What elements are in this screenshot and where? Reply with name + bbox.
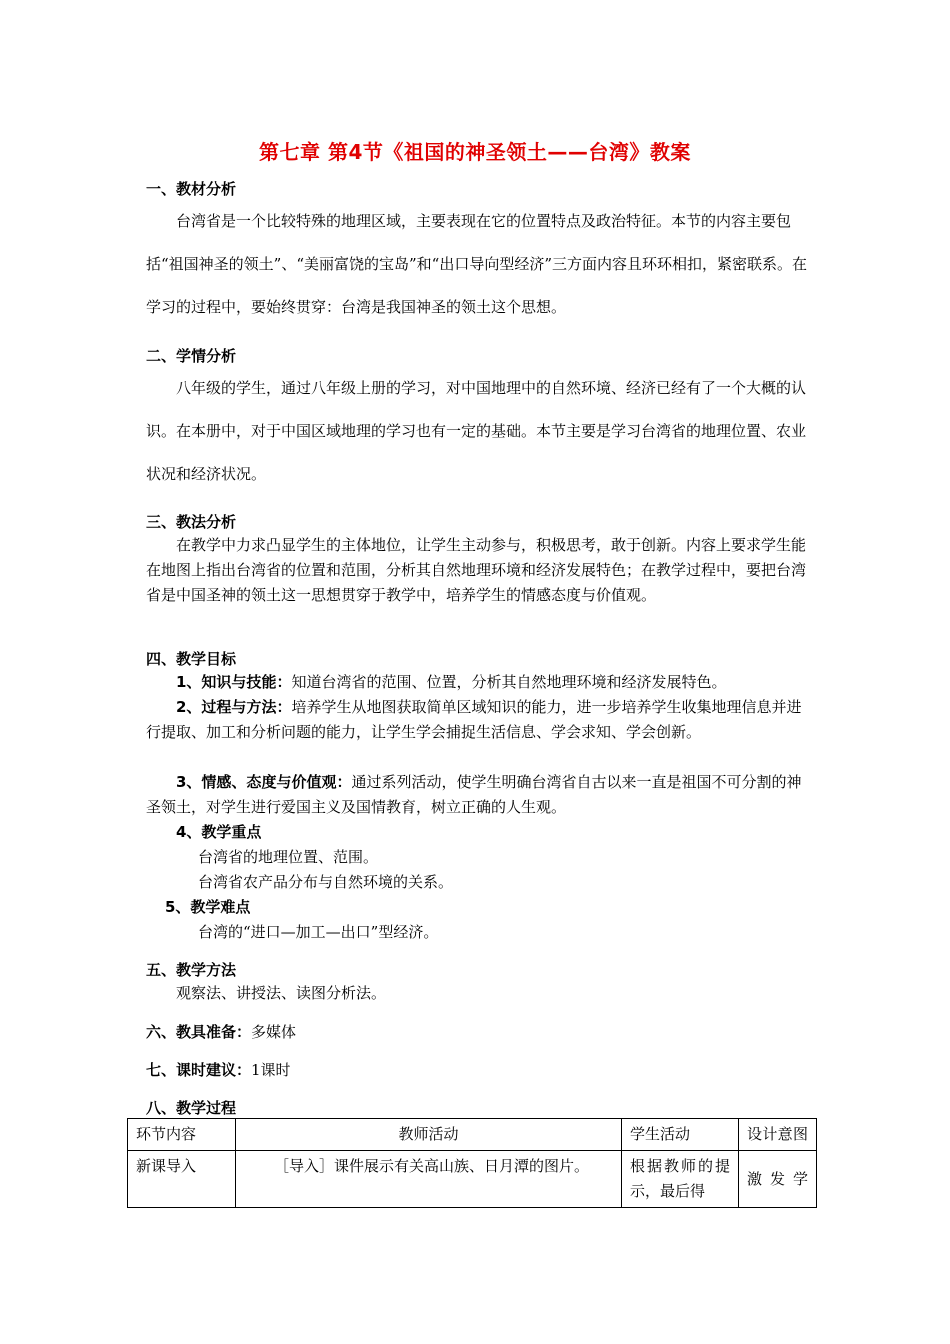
cell-student: 根据教师的提示，最后得	[622, 1151, 739, 1208]
class-hours-label: 七、课时建议：	[146, 1061, 252, 1079]
table-row	[128, 1151, 817, 1208]
key-point-1: 台湾省的地理位置、范围。	[198, 848, 379, 866]
goal-knowledge-text: 知道台湾省的范围、位置，分析其自然地理环境和经济发展特色。	[291, 673, 727, 691]
teaching-process-table	[127, 1118, 817, 1208]
heading-teaching-process: 八、教学过程	[146, 1099, 237, 1117]
header-cell-student: 学生活动	[622, 1119, 739, 1151]
header-cell-purpose: 设计意图	[739, 1119, 817, 1151]
cell-teacher: ［导入］课件展示有关高山族、日月潭的图片。	[236, 1151, 622, 1208]
heading-teaching-methods: 五、教学方法	[146, 961, 237, 979]
heading-teaching-goals: 四、教学目标	[146, 650, 237, 668]
table-header-row	[128, 1119, 817, 1151]
difficult-points	[165, 895, 250, 920]
textbook-analysis-body: 台湾省是一个比较特殊的地理区域，主要表现在它的位置特点及政治特征。本节的内容主要包括“祖国神圣的领土”、“美丽富饶的宝岛”和“出口导向型经济”三方面内容且环环相扣，紧密联系。在学习的过程中，要始终贯穿：台湾是我国神圣的领土这个思想。	[146, 212, 808, 316]
teaching-methods-body: 观察法、讲授法、读图分析法。	[176, 984, 387, 1002]
teaching-tools	[146, 1021, 296, 1042]
student-analysis-body: 八年级的学生，通过八年级上册的学习，对中国地理中的自然环境、经济已经有了一个大概的认识。在本册中，对于中国区域地理的学习也有一定的基础。本节主要是学习台湾省的地理位置、农业状况和经济状况。	[146, 379, 807, 483]
goal-process	[146, 695, 810, 745]
header-cell-section: 环节内容	[128, 1119, 236, 1151]
cell-purpose: 激发学	[739, 1151, 817, 1208]
heading-textbook-analysis: 一、教材分析	[146, 180, 237, 198]
class-hours	[146, 1059, 291, 1080]
difficult-points-label: 5、教学难点	[165, 898, 251, 916]
teaching-tools-value: 多媒体	[251, 1023, 297, 1041]
goal-process-label: 2、过程与方法：	[176, 698, 292, 716]
goal-knowledge	[146, 670, 810, 695]
goal-emotion	[146, 770, 810, 820]
goal-process-text: 培养学生从地图获取简单区域知识的能力，进一步培养学生收集地理信息并进行提取、加工和分析问题的能力，让学生学会捕捉生活信息、学会求知、学会创新。	[146, 698, 802, 741]
heading-method-analysis: 三、教法分析	[146, 513, 237, 531]
goal-emotion-label: 3、情感、态度与价值观：	[176, 773, 352, 791]
page-title: 第七章 第4节《祖国的神圣领土——台湾》教案	[259, 140, 691, 164]
heading-student-analysis: 二、学情分析	[146, 347, 237, 365]
goal-emotion-text: 通过系列活动，使学生明确台湾省自古以来一直是祖国不可分割的神圣领土，对学生进行爱国主义及国情教育，树立正确的人生观。	[146, 773, 802, 816]
key-points	[176, 820, 261, 845]
teaching-tools-label: 六、教具准备：	[146, 1023, 252, 1041]
class-hours-value: 1课时	[251, 1061, 291, 1079]
key-points-label: 4、教学重点	[176, 823, 262, 841]
cell-section: 新课导入	[128, 1151, 236, 1208]
difficult-point-1: 台湾的“进口—加工—出口”型经济。	[198, 923, 439, 941]
key-point-2: 台湾省农产品分布与自然环境的关系。	[198, 873, 454, 891]
goal-knowledge-label: 1、知识与技能：	[176, 673, 292, 691]
method-analysis-body: 在教学中力求凸显学生的主体地位，让学生主动参与，积极思考，敢于创新。内容上要求学生能在地图上指出台湾省的位置和范围，分析其自然地理环境和经济发展特色；在教学过程中，要把台湾省是中国圣神的领土这一思想贯穿于教学中，培养学生的情感态度与价值观。	[146, 536, 807, 604]
header-cell-teacher: 教师活动	[236, 1119, 622, 1151]
